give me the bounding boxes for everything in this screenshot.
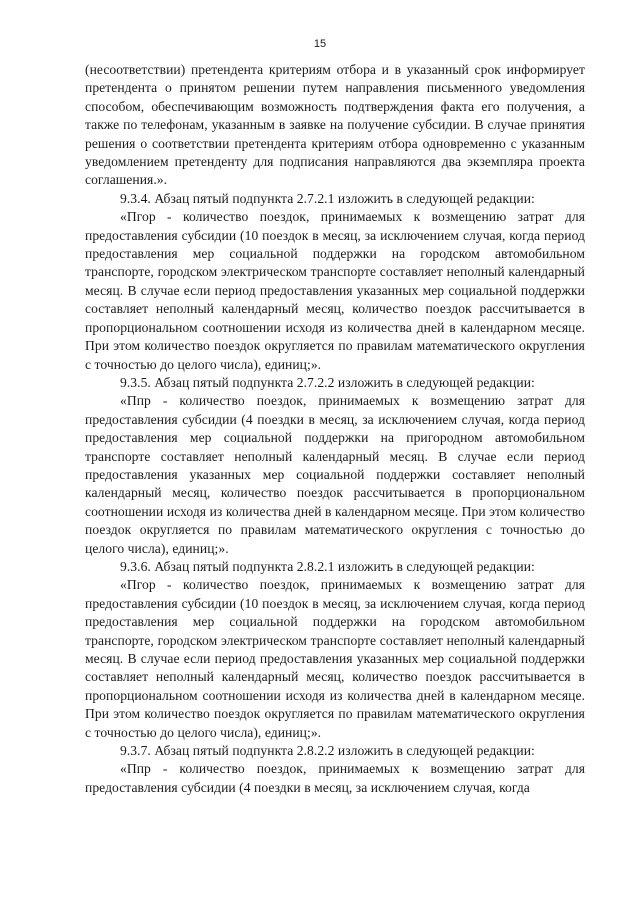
document-body xyxy=(85,61,585,797)
paragraph-9-3-6-heading: 9.3.6. Абзац пятый подпункта 2.8.2.1 изложить в следующей редакции: xyxy=(120,558,535,574)
paragraph-9-3-5-heading: 9.3.5. Абзац пятый подпункта 2.7.2.2 изложить в следующей редакции: xyxy=(120,374,535,390)
paragraph-9-3-7-heading: 9.3.7. Абзац пятый подпункта 2.8.2.2 изложить в следующей редакции: xyxy=(120,743,535,759)
paragraph-continuation: (несоответствии) претендента критериям отбора и в указанный срок информирует претендента о принятом решении путем направления письменного уведомления способом, обеспечивающим возможность подтверждения факта его получения, а также по телефонам, указанным в заявке на получение субсидии. В случае принятия решения о соответствии претендента критериям отбора одновременно с указанным уведомлением претенденту для подписания направляются два экземпляра проекта соглашения.». xyxy=(85,62,585,188)
paragraph-9-3-6-text: «Пгор - количество поездок, принимаемых к возмещению затрат для предоставления субсидии (10 поездок в месяц, за исключением случая, когда период предоставления мер социальной поддержки на городском автомобильном транспорте, городском электрическом транспорте составляет неполный календарный месяц. В случае если период предоставления указанных мер социальной поддержки составляет неполный календарный месяц, количество поездок рассчитывается в пропорциональном соотношении исходя из количества дней в календарном месяце. При этом количество поездок округляется по правилам математического округления с точностью до целого числа), единиц;». xyxy=(85,577,585,740)
paragraph-9-3-4-text: «Пгор - количество поездок, принимаемых к возмещению затрат для предоставления субсидии (10 поездок в месяц, за исключением случая, когда период предоставления мер социальной поддержки на городском автомобильном транспорте, городском электрическом транспорте составляет неполный календарный месяц. В случае если период предоставления указанных мер социальной поддержки составляет неполный календарный месяц, количество поездок рассчитывается в пропорциональном соотношении исходя из количества дней в календарном месяце. При этом количество поездок округляется по правилам математического округления с точностью до целого числа), единиц;». xyxy=(85,209,585,372)
paragraph-9-3-5-text: «Ппр - количество поездок, принимаемых к возмещению затрат для предоставления субсидии (4 поездки в месяц, за исключением случая, когда период предоставления мер социальной поддержки на пригородном автомобильном транспорте составляет неполный календарный месяц. В случае если период предоставления указанных мер социальной поддержки составляет неполный календарный месяц, количество поездок рассчитывается в пропорциональном соотношении исходя из количества дней в календарном месяце. При этом количество поездок округляется по правилам математического округления с точностью до целого числа), единиц;». xyxy=(85,393,585,556)
paragraph-9-3-4-heading: 9.3.4. Абзац пятый подпункта 2.7.2.1 изложить в следующей редакции: xyxy=(120,190,535,206)
paragraph-9-3-7-text: «Ппр - количество поездок, принимаемых к возмещению затрат для предоставления субсидии (4 поездки в месяц, за исключением случая, когда xyxy=(85,761,585,795)
page-number: 15 xyxy=(313,38,327,50)
